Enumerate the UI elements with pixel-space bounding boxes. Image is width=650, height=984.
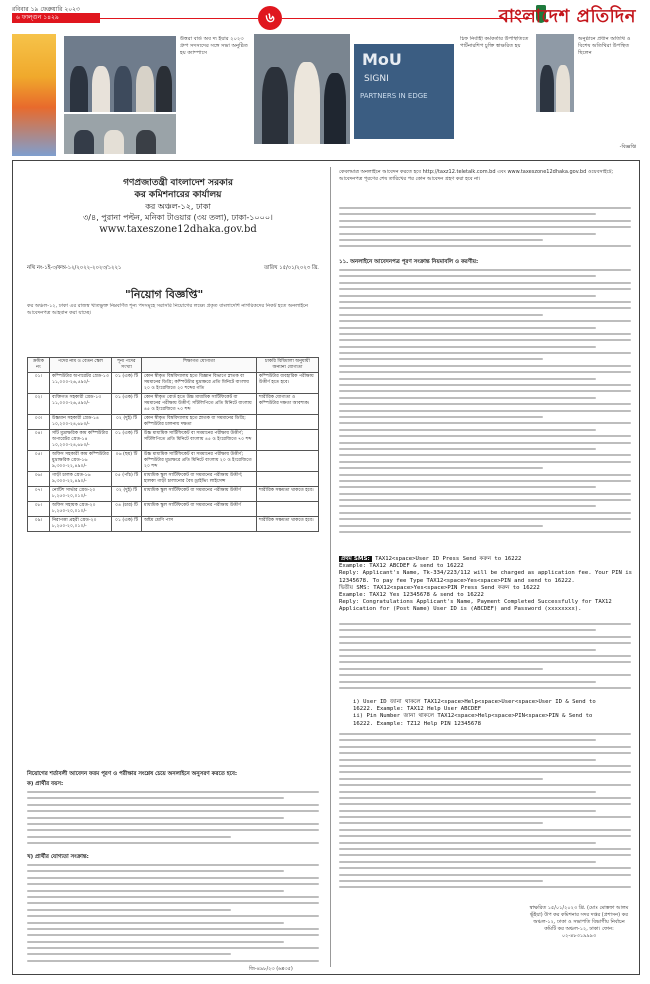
table-cell-other: শারীরিক সক্ষমতা থাকতে হবে। — [257, 487, 319, 502]
sms-line: Reply: Congratulations Applicant's Name, Payment Completed Successfully for TAX12 — [339, 599, 612, 606]
table-row — [28, 415, 319, 430]
table-cell-post: গাড়ী চালক গ্রেড-১৬ ৯,৩০০-২২,৪৯০/- — [50, 472, 112, 487]
sms-instructions — [339, 556, 631, 614]
recruitment-advertisement — [12, 160, 640, 975]
table-cell-other: শারীরিক যোগ্যতা ও কম্পিউটার দক্ষতা আবশ্যক। — [257, 394, 319, 415]
sms-line: Example: TAX12 ABCDEF & send to 16222 — [339, 563, 464, 570]
column-header: চাকরি বিধিমালা অনুযায়ী অন্যান্য যোগ্যতা — [257, 358, 319, 373]
sms-line: 12345678. To pay fee Type TAX12<space>Yes<space>PIN and send to 16222. — [339, 577, 575, 584]
signatory-block: স্বাক্ষরিত ১৫/০১/২০২৩ খ্রি. (মোঃ মোস্তফা আলম ভূঁইয়া) উপ কর কমিশনার সদর দপ্তর (প্রশাসন) কর অঞ্চল-১২, ঢাকা ও সভাপতি বিভাগীয় নির্বাচন কমিটি কর অঞ্চল-১২, ঢাকা। ফোন: ০২-৪৮৩১৯৯৯৩ — [529, 905, 629, 939]
sms-line: TAX12<space>User ID Press Send করুন to 16222 — [375, 556, 522, 562]
memo-date: তারিখ ১৫/০১/২০২৩ খ্রি. — [263, 265, 319, 271]
table-cell-other — [257, 415, 319, 430]
page-masthead — [0, 0, 650, 34]
ad-header — [33, 177, 323, 236]
sidebar-advertisement — [12, 34, 56, 156]
column-header: পদের নাম ও বেতন স্কেল — [50, 358, 112, 373]
right-column-text-3 — [339, 623, 631, 697]
sms-line-1 — [339, 556, 631, 563]
conditions-heading: নিয়োগের শর্তাবলী আবেদন ফরম পূরণ ও পরীক্ষার সংশ্লেষ চেয়ে অনলাইনে অনুসরণ করতে হবে: — [27, 771, 238, 777]
table-cell-qual: কোন স্বীকৃত বোর্ড হতে উচ্চ মাধ্যমিক সার্টিফিকেট বা সমমানের পরীক্ষায় উত্তীর্ণ; সাঁটলিপিতে প্রতি মিনিটে বাংলায় ৪৫ ও ইংরেজিতে ৭০ শব্দ — [142, 394, 257, 415]
govt-name: গণপ্রজাতন্ত্রী বাংলাদেশ সরকার — [123, 178, 233, 188]
page-number: ৬ — [258, 6, 282, 30]
right-column-text-1 — [339, 207, 631, 257]
news-photo-mid — [254, 34, 350, 144]
notice-intro: কর অঞ্চল-১২, ঢাকা এর রাজস্ব খাতভুক্ত নিম্নবর্ণিত শূন্য পদসমূহে সরাসরি নিয়োগের লক্ষ্যে প্রকৃত বাংলাদেশি নাগরিকদের নিকট হতে অনলাইনে আবেদনপত্র আহবান করা যাচ্ছে। — [27, 303, 308, 316]
memo-number: নথি নং-১ই-৩/কঅ-১২/২০২২-২০২৩/১২২১ — [27, 265, 122, 271]
news-photo-right — [536, 34, 574, 112]
divider — [100, 18, 258, 19]
help-instructions — [339, 699, 631, 728]
table-cell-other: শারীরিক সক্ষমতা থাকতে হবে। — [257, 517, 319, 532]
table-cell-qual: মাধ্যমিক স্কুল সার্টিফিকেট বা সমমানের পরীক্ষায় উত্তীর্ণ — [142, 487, 257, 502]
mou-photo — [354, 44, 454, 139]
table-cell-other — [257, 472, 319, 487]
mou-text-2: SIGNI — [364, 74, 389, 84]
memo-reference — [27, 265, 319, 273]
table-cell-count: ০৬ (ছয়) টি — [112, 451, 142, 472]
table-cell-qual: কোন স্বীকৃত বিশ্ববিদ্যালয় হতে স্নাতক বা সমমানের ডিগ্রি; কম্পিউটার চালনায় দক্ষতা — [142, 415, 257, 430]
table-cell-count: ০১ (এক) টি — [112, 373, 142, 394]
help-line: ii) Pin Number জানা থাকলে TAX12<space>Help<space>PIN<space>PIN & Send to — [353, 713, 593, 720]
table-cell-qual: মাধ্যমিক স্কুল সার্টিফিকেট বা সমমানের পরীক্ষায় উত্তীর্ণ; হালকা গাড়ী চালানোর বৈধ ড্রাইভিং লাইসেন্স — [142, 472, 257, 487]
table-cell-no: ০৬। — [28, 472, 50, 487]
qualification-text — [27, 864, 319, 969]
table-row — [28, 451, 319, 472]
date-line: রবিবার ১৯ ফেব্রুয়ারি ২০২৩ — [12, 6, 80, 13]
table-row — [28, 394, 319, 415]
mou-text: MoU — [362, 50, 402, 69]
table-cell-other: কম্পিউটার ব্যবহারিক পরীক্ষায় উত্তীর্ণ হতে হবে। — [257, 373, 319, 394]
column-header: ক্রমিক নং — [28, 358, 50, 373]
sms-line: দ্বিতীয় SMS: TAX12<space>Yes<space>PIN Press Send করুন to 16222 — [339, 584, 540, 591]
table-cell-count: ০২ (দুই) টি — [112, 487, 142, 502]
table-cell-qual: উচ্চ মাধ্যমিক সার্টিফিকেট বা সমমানের পরীক্ষায় উত্তীর্ণ; সাঁটলিপিতে প্রতি মিনিটে বাংলায় ৪৫ ও ইংরেজিতে ৭০ শব্দ — [142, 430, 257, 451]
table-header-row — [28, 358, 319, 373]
table-cell-post: উচ্চমান সহকারী গ্রেড-১৪ ১০,২০০-২৪,৬৮০/- — [50, 415, 112, 430]
notice-title: "নিয়োগ বিজ্ঞপ্তি" — [125, 288, 204, 301]
table-row — [28, 487, 319, 502]
table-row — [28, 502, 319, 517]
help-line: 16222. Example: TAX12 Help User ABCDEF — [353, 706, 481, 713]
news-caption-left: উত্তরা বার্ড অব দ্য ইয়ার ২০২৩ গ্রুপ সদস্যদের সঙ্গে সভা অনুষ্ঠিত হয় ক্যাম্পাসে — [180, 36, 248, 56]
table-cell-other — [257, 430, 319, 451]
table-cell-no: ০৪। — [28, 430, 50, 451]
table-cell-no: ০৭। — [28, 487, 50, 502]
table-cell-qual: কোন স্বীকৃত বিশ্ববিদ্যালয় হতে বিজ্ঞান বিভাগে স্নাতক বা সমমানের ডিগ্রি; কম্পিউটার মুদ্রাক্ষরে প্রতি মিনিটে বাংলায় ২০ ও ইংরেজিতে ২০ শব্দের গতি — [142, 373, 257, 394]
age-section-heading: ক) প্রার্থীর বয়স: — [27, 781, 64, 787]
table-cell-no: ০১। — [28, 373, 50, 394]
ad-footer-code: জি-৪৯৮/২৩ (৬x৩৫) — [249, 966, 293, 972]
table-cell-post: অফিস সহায়ক গ্রেড-২০ ৮,২৫০-২০,০১০/- — [50, 502, 112, 517]
divider — [282, 18, 532, 19]
table-cell-count: ০১ (এক) টি — [112, 394, 142, 415]
help-line: i) User ID জানা থাকলে TAX12<space>Help<space>User<space>User ID & Send to — [353, 699, 596, 705]
table-cell-post: অফিস সহকারী কাম কম্পিউটার মুদ্রাক্ষরিক গ্রেড-১৬ ৯,৩০০-২২,৪৯০/- — [50, 451, 112, 472]
qualification-section-heading: খ) প্রার্থীর যোগ্যতা সংক্রান্ত: — [27, 854, 89, 860]
column-header: শিক্ষাগত যোগ্যতা — [142, 358, 257, 373]
table-cell-post: সাঁট মুদ্রাক্ষরিক কাম কম্পিউটার অপারেটর গ্রেড-১৪ ১০,২০০-২৪,৬৮০/- — [50, 430, 112, 451]
table-cell-count: ০৪ (চার) টি — [112, 502, 142, 517]
right-column-text-4 — [339, 733, 631, 901]
website-link[interactable]: www.taxeszone12dhaka.gov.bd — [99, 224, 257, 235]
table-cell-qual: মাধ্যমিক স্কুল সার্টিফিকেট বা সমমানের পরীক্ষায় উত্তীর্ণ — [142, 502, 257, 517]
table-cell-no: ০৩। — [28, 415, 50, 430]
help-line: 16222. Example: TZ12 Help PIN 12345678 — [353, 720, 481, 727]
table-cell-no: ০৯। — [28, 517, 50, 532]
online-application-note: কেবলমাত্র অনলাইনে আবেদন করতে হবে http://taxz12.teletalk.com.bd এবং www.taxeszone12dhaka.gov.bd ওয়েবসাইটে; আবেদনপত্র পূরণের শেষ তারিখের পর কোন আবেদন গ্রহণ করা হবে না। — [339, 169, 614, 182]
news-caption-mid: চিফ নির্বাহী কর্মকর্তার উপস্থিতিতে পার্টনারশিপ চুক্তি স্বাক্ষরিত হয় — [460, 36, 529, 49]
conditions-text — [27, 791, 319, 851]
table-cell-qual: অষ্টম শ্রেণি পাস — [142, 517, 257, 532]
table-cell-qual: উচ্চ মাধ্যমিক সার্টিফিকেট বা সমমানের পরীক্ষায় উত্তীর্ণ; কম্পিউটার মুদ্রাক্ষরে প্রতি মিনিটে বাংলায় ২০ ও ইংরেজিতে ২০ শব্দ — [142, 451, 257, 472]
table-cell-count: ০২ (দুই) টি — [112, 415, 142, 430]
sms-line: Example: TAX12 Yes 12345678 & send to 16222 — [339, 592, 484, 599]
table-cell-no: ০২। — [28, 394, 50, 415]
table-cell-count: ০১ (এক) টি — [112, 517, 142, 532]
news-strip — [12, 34, 640, 156]
right-column-text-2 — [339, 269, 631, 551]
table-cell-post: নিরাপত্তা প্রহরী গ্রেড-২০ ৮,২৫০-২০,০১০/- — [50, 517, 112, 532]
mou-text-3: PARTNERS IN EDGE — [360, 92, 428, 100]
posts-table — [27, 357, 319, 532]
table-cell-no: ০৫। — [28, 451, 50, 472]
table-row — [28, 517, 319, 532]
date-line-bangla: ৬ ফাল্গুন ১৪২৯ — [12, 13, 100, 23]
table-row — [28, 373, 319, 394]
online-rules-heading: ১১. অনলাইনে আবেদনপত্র পূরণ সংক্রান্ত নিয়মাবলি ও করণীয়: — [339, 259, 479, 265]
table-cell-other — [257, 451, 319, 472]
news-caption-right: অনুষ্ঠানে প্রধান অতিথি ও বিশেষ অতিথিরা উপস্থিত ছিলেন — [578, 36, 631, 56]
sms-line: Application for (Post Name) User ID is (ABCDEF) and Password (xxxxxxxx). — [339, 606, 582, 613]
table-cell-post: কম্পিউটার অপারেটর গ্রেড-১৩ ১১,০০০-২৬,৫৯০/- — [50, 373, 112, 394]
table-cell-post: ব্যক্তিগত সহকারী গ্রেড-১৩ ১১,০০০-২৬,৫৯০/- — [50, 394, 112, 415]
table-cell-count: ০৫ (পাঁচ) টি — [112, 472, 142, 487]
news-credit: -বিজ্ঞপ্তি — [619, 144, 636, 150]
office-name: কর কমিশনারের কার্যালয় — [134, 190, 222, 200]
sms-line: Reply: Applicant's Name, Tk-334/223/112 will be charged as application fee. Your PIN is — [339, 570, 632, 577]
table-cell-post: নোটিশ সার্ভার গ্রেড-২০ ৮,২৫০-২০,০১০/- — [50, 487, 112, 502]
news-photo-left-2 — [64, 114, 176, 154]
table-cell-no: ০৮। — [28, 502, 50, 517]
sms-tag: প্রথম SMS: — [341, 556, 370, 562]
column-header: শূন্য পদের সংখ্যা — [112, 358, 142, 373]
zone-name: কর অঞ্চল-১২, ঢাকা — [145, 202, 211, 211]
table-cell-count: ০১ (এক) টি — [112, 430, 142, 451]
news-photo-left — [64, 36, 176, 112]
column-divider — [330, 167, 331, 967]
table-cell-other — [257, 502, 319, 517]
table-row — [28, 472, 319, 487]
office-address: ৩/৪, পুরানা পল্টন, মনিকা টাওয়ার (৩য় তলা), ঢাকা-১০০০। — [83, 213, 273, 222]
newspaper-brand: বাংলাদেশ প্রতিদিন — [498, 6, 636, 27]
table-row — [28, 430, 319, 451]
